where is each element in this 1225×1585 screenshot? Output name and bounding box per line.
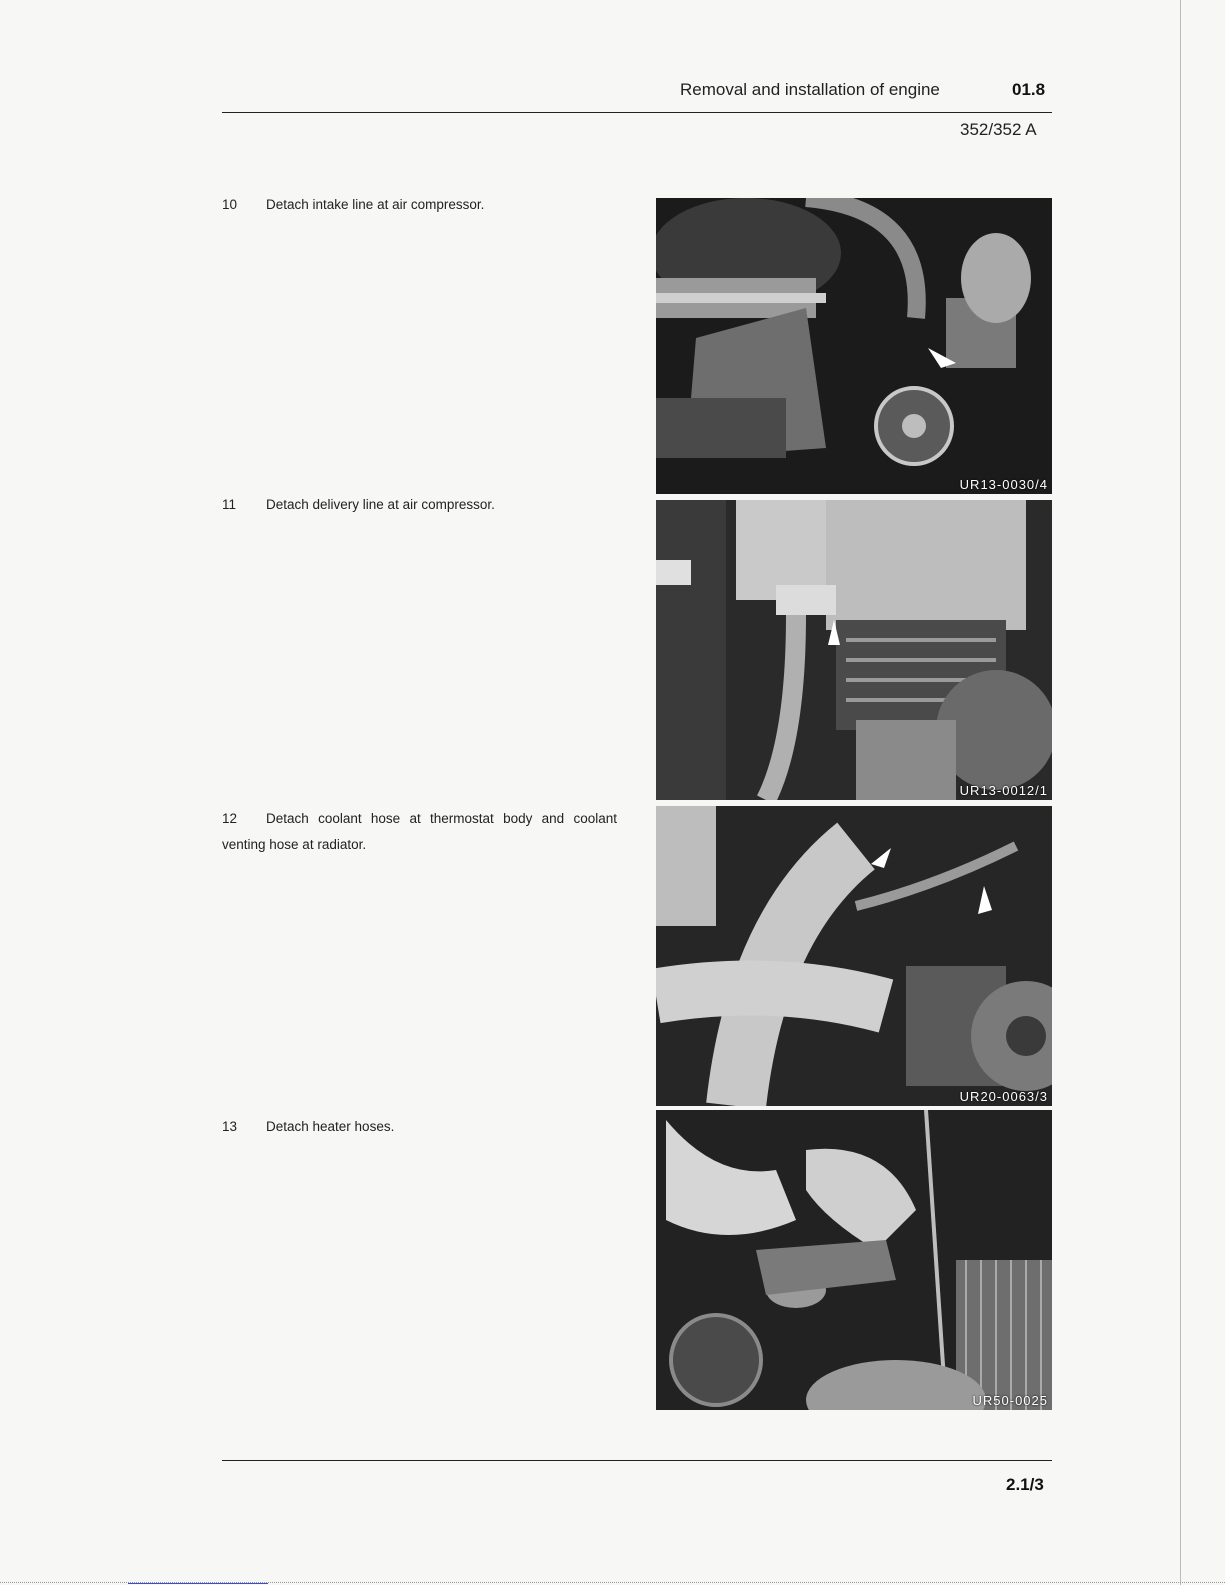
photo-delivery-line (656, 500, 1052, 800)
step-number: 12 (222, 811, 238, 826)
heater-hoses-photo-illustration (656, 1110, 1052, 1410)
header-rule (222, 112, 1052, 113)
photo-heater-hoses (656, 1110, 1052, 1410)
model-designation: 352/352 A (960, 120, 1037, 139)
step-number: 10 (222, 197, 238, 212)
section-number: 01.8 (1012, 80, 1046, 99)
step-text: Detach intake line at air compressor. (266, 197, 485, 212)
step-text: Detach heater hoses. (266, 1119, 395, 1134)
step-13 (222, 1114, 617, 1140)
step-text: Detach coolant hose at thermostat body and coolant venting hose at radiator. (222, 811, 617, 852)
engine-photo-illustration (656, 198, 1052, 494)
figure-code: UR20-0063/3 (959, 1089, 1048, 1104)
figure-code: UR13-0030/4 (959, 477, 1048, 492)
coolant-hose-photo-illustration (656, 806, 1052, 1106)
compressor-photo-illustration (656, 500, 1052, 800)
page-number: 2.1/3 (1006, 1475, 1044, 1494)
scan-edge-line (1180, 0, 1181, 1585)
photo-intake-line (656, 198, 1052, 494)
step-text: Detach delivery line at air compressor. (266, 497, 495, 512)
figure-code: UR13-0012/1 (959, 783, 1048, 798)
page-header-title: Removal and installation of engine (680, 80, 940, 99)
step-11 (222, 492, 617, 518)
figure-code: UR50-0025 (972, 1393, 1048, 1408)
step-number: 13 (222, 1119, 238, 1134)
scan-bottom-mark (128, 1583, 268, 1584)
step-12 (222, 806, 617, 858)
step-number: 11 (222, 497, 237, 512)
step-10 (222, 192, 617, 218)
photo-coolant-hose (656, 806, 1052, 1106)
footer-rule (222, 1460, 1052, 1461)
